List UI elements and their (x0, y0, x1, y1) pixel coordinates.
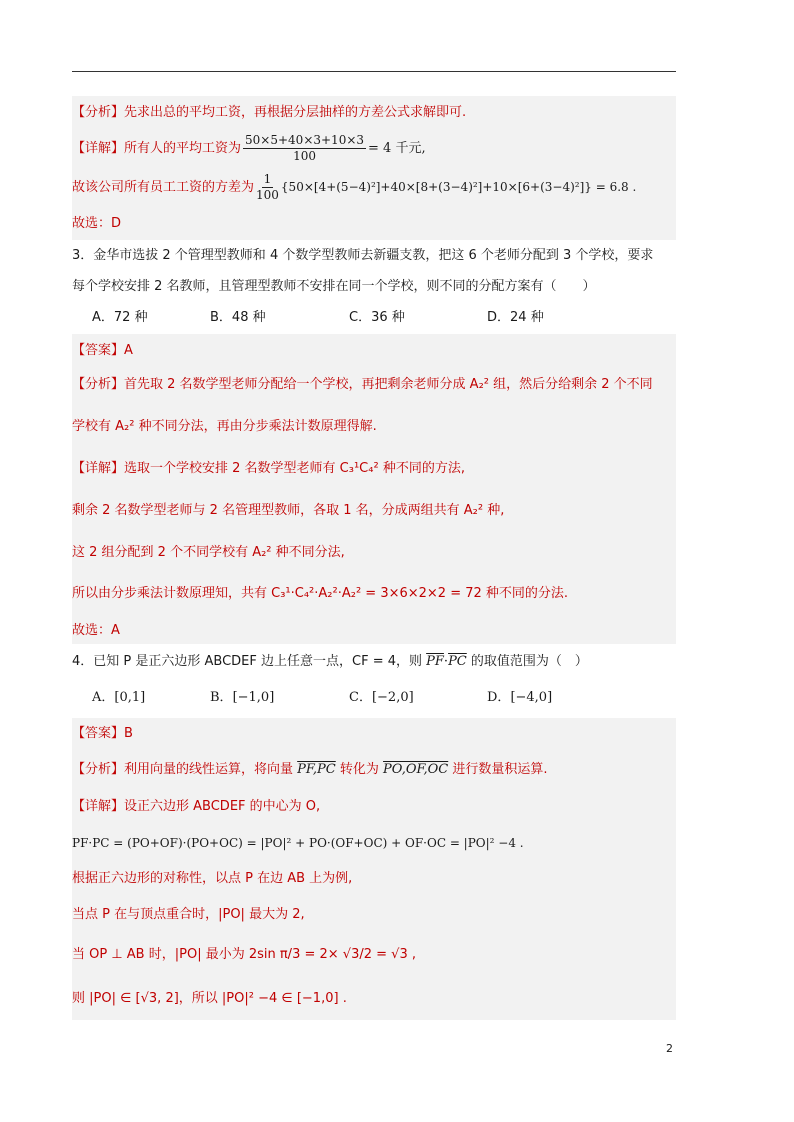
q3-detail-line3: 这 2 组分配到 2 个不同学校有 A₂² 种不同分法, (72, 545, 345, 560)
option-text: 72 种 (113, 310, 148, 325)
q3-stem-line1: 3．金华市选拔 2 个管理型教师和 4 个数学型教师去新疆支教，把这 6 个老师分配到 3 个学校，要求 (72, 248, 654, 263)
q3-option-b[interactable] (210, 308, 266, 328)
answer-tag: 【答案】 (72, 343, 125, 358)
stem-suffix: 的取值范围为（ ） (470, 654, 588, 669)
variance-expression: {50×[4+(5−4)²]+40×[8+(3−4)²]+10×[6+(3−4)²]} = 6.8 . (280, 180, 637, 194)
fraction-numerator: 1 (263, 172, 272, 186)
q4-option-b[interactable] (210, 688, 274, 708)
q3-analysis-line1 (72, 375, 676, 395)
analysis-text: 先求出总的平均工资，再根据分层抽样的方差公式求解即可. (124, 105, 467, 120)
q3-option-d[interactable] (487, 308, 544, 328)
header-rule (72, 71, 676, 72)
option-label: A． (92, 310, 114, 325)
option-label: B． (210, 310, 232, 325)
detail-tag: 【详解】 (72, 799, 125, 814)
option-text: [0,1] (114, 690, 146, 705)
option-text: 24 种 (510, 310, 544, 325)
fraction-numerator: 50×5+40×3+10×3 (245, 133, 365, 147)
analysis-tag: 【分析】 (72, 377, 125, 392)
q3-detail-line4: 所以由分步乘法计数原理知，共有 C₃¹·C₄²·A₂²·A₂² = 3×6×2×2 = 72 种不同的分法. (72, 586, 569, 601)
q4-detail-line6: 则 |PO| ∈ [√3, 2]，所以 |PO|² −4 ∈ [−1,0] . (72, 991, 347, 1006)
answer-value: A (124, 343, 133, 358)
detail-tag: 【详解】 (72, 461, 125, 476)
detail-text: 设正六边形 ABCDEF 的中心为 O, (124, 799, 321, 814)
analysis-tag: 【分析】 (72, 762, 125, 777)
q3-detail-line2: 剩余 2 名数学型老师与 2 名管理型教师，各取 1 名，分成两组共有 A₂² 种, (72, 503, 505, 518)
q4-detail-line4: 当点 P 在与顶点重合时，|PO| 最大为 2, (72, 907, 305, 922)
option-label: D． (487, 310, 511, 325)
q3-stem-line2: 每个学校安排 2 名教师，且管理型教师不安排在同一个学校，则不同的分配方案有（ ） (72, 279, 596, 294)
q4-detail-line2: PF·PC = (PO+OF)·(PO+OC) = |PO|² + PO·(OF+OC) + OF·OC = |PO|² −4 . (72, 836, 524, 850)
average-fraction (243, 133, 366, 164)
vector-pc: $\overline{PC}$ (448, 654, 467, 669)
detail-text: 所有人的平均工资为 (124, 141, 242, 156)
q4-option-c[interactable] (349, 688, 414, 708)
q2-detail-line2 (72, 170, 676, 204)
option-label: D． (487, 690, 511, 705)
vector-pf: $\overline{PF}$ (426, 654, 444, 669)
q3-final-answer: 故选：A (72, 623, 120, 638)
fraction-denominator: 100 (256, 188, 279, 202)
stem-text: 4．已知 P 是正六边形 ABCDEF 边上任意一点，CF = 4，则 (72, 654, 422, 669)
analysis-text: 利用向量的线性运算，将向量 (124, 762, 294, 777)
average-result: = 4 千元, (368, 141, 426, 156)
q3-analysis-line2: 学校有 A₂² 种不同分法，再由分步乘法计数原理得解. (72, 419, 377, 434)
q4-detail-line1 (72, 797, 676, 817)
q4-answer (72, 724, 676, 744)
q4-detail-line3: 根据正六边形的对称性，以点 P 在边 AB 上为例, (72, 871, 353, 886)
option-text: [−1,0] (232, 690, 275, 705)
q2-analysis (72, 103, 676, 123)
q4-stem (72, 652, 676, 672)
detail-text: 选取一个学校安排 2 名数学型老师有 C₃¹C₄² 种不同的方法, (124, 461, 465, 476)
variance-fraction (256, 172, 279, 203)
option-text: [−2,0] (371, 690, 414, 705)
q2-detail-line1 (72, 132, 676, 166)
q3-answer (72, 341, 676, 361)
answer-tag: 【答案】 (72, 726, 125, 741)
q3-detail-line1 (72, 459, 676, 479)
variance-text: 故该公司所有员工工资的方差为 (72, 180, 255, 195)
option-text: 48 种 (231, 310, 266, 325)
option-label: A． (92, 690, 115, 705)
analysis-mid: 转化为 (339, 762, 379, 777)
q2-answer: 故选：D (72, 216, 122, 231)
vectors-po-of-oc: PO,OF,OC (383, 762, 449, 777)
page-number: 2 (666, 1042, 673, 1055)
q3-option-c[interactable] (349, 308, 405, 328)
option-text: 36 种 (371, 310, 405, 325)
q4-option-a[interactable] (92, 688, 145, 708)
dot-operator: · (443, 654, 449, 669)
option-text: [−4,0] (510, 690, 553, 705)
option-label: C． (349, 310, 372, 325)
q4-option-d[interactable] (487, 688, 552, 708)
option-label: C． (349, 690, 372, 705)
answer-value: B (124, 726, 133, 741)
analysis-text: 首先取 2 名数学型老师分配给一个学校，再把剩余老师分成 A₂² 组，然后分给剩余 2 个不同 (124, 377, 653, 392)
q3-option-a[interactable] (92, 308, 148, 328)
analysis-suffix: 进行数量积运算. (452, 762, 548, 777)
fraction-denominator: 100 (293, 149, 316, 163)
detail-tag: 【详解】 (72, 141, 125, 156)
q4-detail-line5: 当 OP ⊥ AB 时，|PO| 最小为 2sin π/3 = 2× √3/2 = √3 , (72, 947, 416, 962)
analysis-tag: 【分析】 (72, 105, 125, 120)
q4-analysis (72, 760, 676, 780)
option-label: B． (210, 690, 233, 705)
vectors-pf-pc: PF,PC (297, 762, 336, 777)
